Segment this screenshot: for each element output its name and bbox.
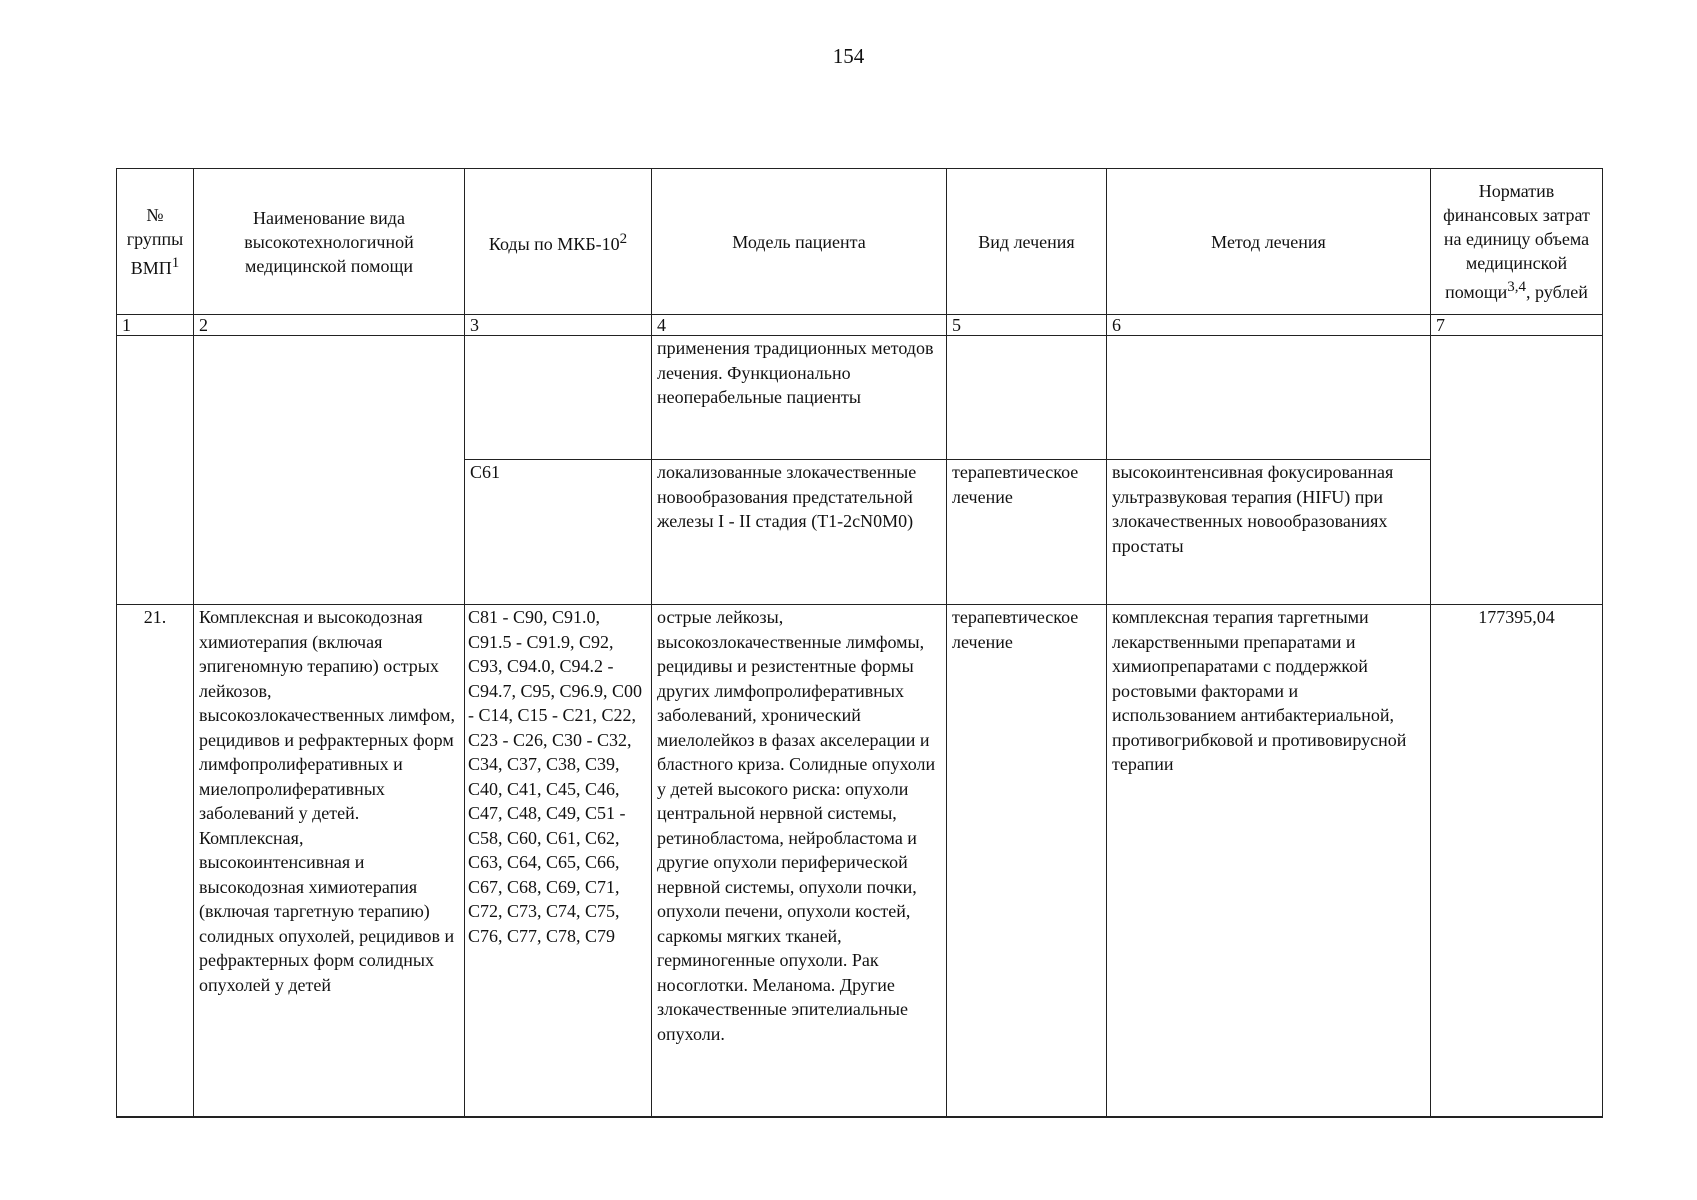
cost-cell: 177395,04: [1431, 605, 1603, 1118]
icd-codes-cell: C61: [465, 460, 652, 605]
table-row: [117, 336, 1603, 460]
column-number: 1: [117, 315, 194, 336]
header-treatment-method: Метод лечения: [1107, 169, 1431, 315]
column-number: 6: [1107, 315, 1431, 336]
icd-codes-cell: C81 - C90, C91.0, C91.5 - C91.9, C92, C93, C94.0, C94.2 - C94.7, C95, C96.9, C00 - C14, C15 - C21, C22, C23 - C26, C30 - C32, C34, C37, C38, C39, C40, C41, C45, C46, C47, C48, C49, C51 - C58, C60, C61, C62, C63, C64, C65, C66, C67, C68, C69, C71, C72, C73, C74, C75, C76, C77, C78, C79: [465, 605, 652, 1118]
header-vmp-name: Наименование вида высокотехнологичной медицинской помощи: [194, 169, 465, 315]
page-number: 154: [832, 44, 865, 68]
group-number-cell: 21.: [117, 605, 194, 1118]
header-icd-codes: Коды по МКБ-$10^2$: [465, 169, 652, 315]
treatment-type-cell: терапевтическое лечение: [947, 460, 1107, 605]
vmp-name-cell: [194, 336, 465, 605]
vmp-table: [116, 168, 1603, 1118]
patient-model-cell: применения традиционных методов лечения. Функционально неоперабельные пациенты: [652, 336, 947, 460]
header-cost-norm: Норматив финансовых затрат на единицу объема медицинской помощи$^{3,4}$, рублей: [1431, 169, 1603, 315]
column-number: 4: [652, 315, 947, 336]
header-group-number: № группы ВМП$^1$: [117, 169, 194, 315]
column-number: 2: [194, 315, 465, 336]
icd-codes-cell: [465, 336, 652, 460]
treatment-type-cell: терапевтическое лечение: [947, 605, 1107, 1118]
table-row: [117, 605, 1603, 1118]
cost-cell: [1431, 336, 1603, 605]
patient-model-cell: острые лейкозы, высокозлокачественные лимфомы, рецидивы и резистентные формы других лимфопролиферативных заболеваний, хронический миелолейкоз в фазах акселерации и бластного криза. Солидные опухоли у детей высокого риска: опухоли центральной нервной системы, ретинобластома, нейробластома и другие опухоли периферической нервной системы, опухоли почки, опухоли печени, опухоли костей, саркомы мягких тканей, герминогенные опухоли. Рак носоглотки. Меланома. Другие злокачественные эпителиальные опухоли.: [652, 605, 947, 1118]
header-patient-model: Модель пациента: [652, 169, 947, 315]
patient-model-cell: локализованные злокачественные новообразования предстательной железы I - II стадия (T1-2cN0M0): [652, 460, 947, 605]
group-number-cell: [117, 336, 194, 605]
vmp-name-cell: Комплексная и высокодозная химиотерапия (включая эпигеномную терапию) острых лейкозов, высокозлокачественных лимфом, рецидивов и рефрактерных форм лимфопролиферативных и миелопролиферативных заболеваний у детей. Комплексная, высокоинтенсивная и высокодозная химиотерапия (включая таргетную терапию) солидных опухолей, рецидивов и рефрактерных форм солидных опухолей у детей: [194, 605, 465, 1118]
treatment-method-cell: комплексная терапия таргетными лекарственными препаратами и химиопрепаратами с поддержкой ростовыми факторами и использованием антибактериальной, противогрибковой и противовирусной терапии: [1107, 605, 1431, 1118]
treatment-method-cell: высокоинтенсивная фокусированная ультразвуковая терапия (HIFU) при злокачественных новообразованиях простаты: [1107, 460, 1431, 605]
treatment-type-cell: [947, 336, 1107, 460]
header-treatment-type: Вид лечения: [947, 169, 1107, 315]
column-number: 7: [1431, 315, 1603, 336]
column-number: 3: [465, 315, 652, 336]
column-number-row: [117, 315, 1603, 336]
table-header-row: [117, 169, 1603, 315]
column-number: 5: [947, 315, 1107, 336]
treatment-method-cell: [1107, 336, 1431, 460]
